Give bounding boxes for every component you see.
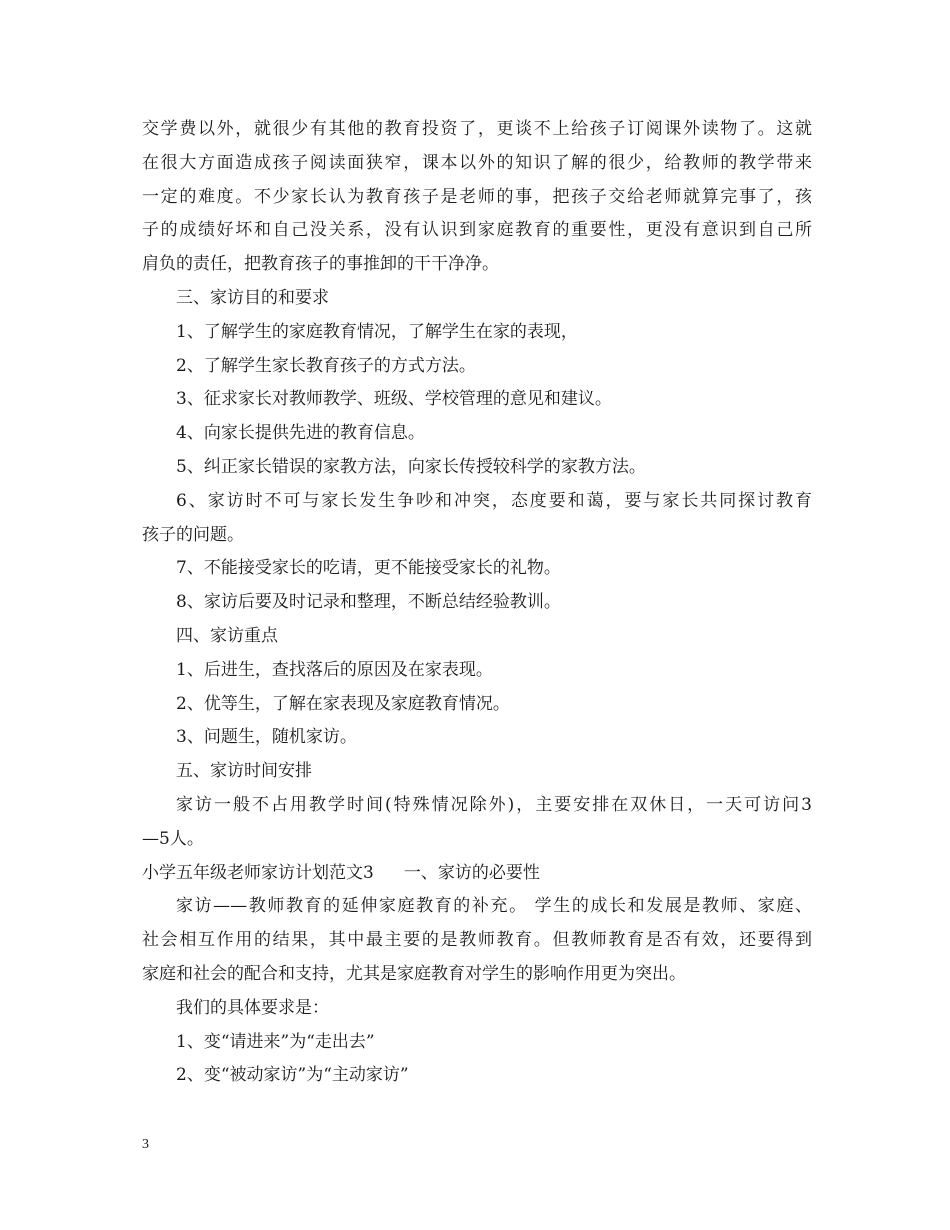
list-item: 2、变“被动家访”为“主动家访” [176, 1065, 409, 1086]
list-item: 8、家访后要及时记录和整理，不断总结经验教训。 [176, 592, 561, 613]
list-item: 5、纠正家长错误的家教方法，向家长传授较科学的家教方法。 [176, 456, 646, 477]
paragraph-line: 交学费以外，就很少有其他的教育投资了，更谈不上给孩子订阅课外读物了。这就 [142, 119, 812, 139]
paragraph-line: 在很大方面造成孩子阅读面狭窄，课本以外的知识了解的很少，给教师的教学带来 [142, 152, 812, 173]
list-item: 1、变“请进来”为“走出去” [176, 1031, 375, 1052]
paragraph-line: 子的成绩好坏和自己没关系，没有认识到家庭教育的重要性，更没有意识到自己所 [142, 220, 812, 241]
list-item: 4、向家长提供先进的教育信息。 [176, 423, 425, 444]
list-item: 3、问题生，随机家访。 [176, 727, 357, 748]
list-item-continuation: 孩子的问题。 [142, 524, 244, 545]
title-spacer [374, 857, 404, 891]
paragraph-line: 家访一般不占用教学时间(特殊情况除外)，主要安排在双休日，一天可访问3 [176, 794, 812, 815]
section-heading: 四、家访重点 [176, 625, 278, 646]
article-title: 小学五年级老师家访计划范文3 [142, 862, 374, 883]
paragraph-line: 家庭和社会的配合和支持，尤其是家庭教育对学生的影响作用更为突出。 [142, 963, 686, 984]
list-item: 3、征求家长对教师教学、班级、学校管理的意见和建议。 [176, 389, 612, 410]
list-item: 1、了解学生的家庭教育情况，了解学生在家的表现， [176, 321, 578, 342]
paragraph-line: 社会相互作用的结果，其中最主要的是教师教育。但教师教育是否有效，还要得到 [142, 930, 812, 951]
paragraph-line: —5人。 [142, 828, 204, 849]
section-heading: 五、家访时间安排 [176, 761, 312, 782]
section-heading: 三、家访目的和要求 [176, 287, 329, 308]
list-item: 7、不能接受家长的吃请，更不能接受家长的礼物。 [176, 558, 561, 579]
list-item: 2、优等生，了解在家表现及家庭教育情况。 [176, 693, 510, 714]
paragraph-line: 一定的难度。不少家长认为教育孩子是老师的事，把孩子交给老师就算完事了，孩 [142, 186, 812, 207]
paragraph-line: 家访——教师教育的延伸家庭教育的补充。 学生的成长和发展是教师、家庭、 [176, 896, 812, 917]
article-title-line [142, 857, 812, 891]
section-heading: 一、家访的必要性 [403, 862, 540, 883]
list-item: 6、家访时不可与家长发生争吵和冲突，态度要和蔼，要与家长共同探讨教育 [176, 490, 812, 511]
list-item: 2、了解学生家长教育孩子的方式方法。 [176, 355, 476, 376]
paragraph-line: 我们的具体要求是： [176, 997, 329, 1018]
list-item: 1、后进生，查找落后的原因及在家表现。 [176, 659, 493, 680]
paragraph-line: 肩负的责任，把教育孩子的事推卸的干干净净。 [142, 254, 499, 275]
document-body [142, 113, 812, 1093]
page-number: 3 [142, 1137, 149, 1152]
